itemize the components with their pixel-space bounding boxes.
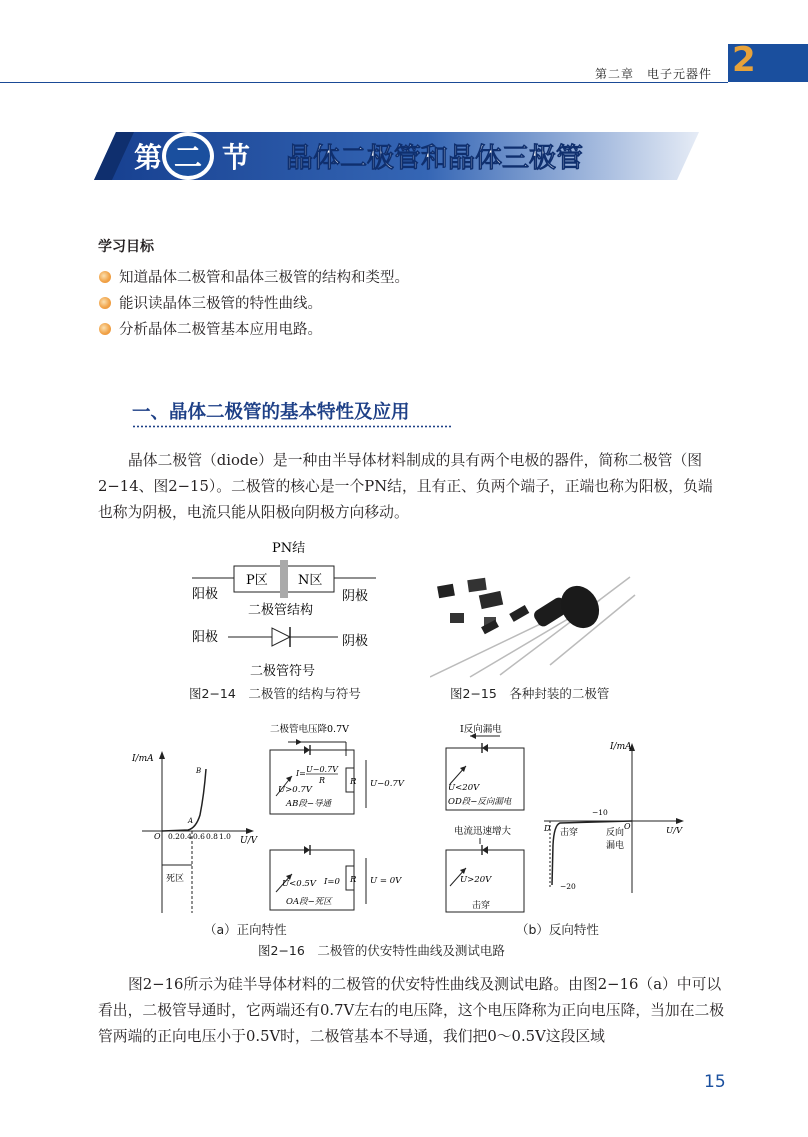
svg-text:I=0: I=0 [324,877,340,887]
svg-text:−10: −10 [592,808,608,817]
svg-text:OA段−死区: OA段−死区 [286,897,332,907]
bullet-icon [99,297,111,309]
bullet-icon [99,323,111,335]
figure-2-14 [186,538,386,698]
svg-text:U>20V: U>20V [460,875,492,885]
dead-zone-label: 死区 [166,874,185,884]
svg-text:U<20V: U<20V [448,783,480,793]
svg-text:U/V: U/V [666,826,683,836]
goals-title: 学习目标 [98,239,154,255]
x-axis-label: U/V [240,836,258,846]
test-circuit-reverse-leak [440,720,540,830]
symbol-label: 二极管符号 [250,664,316,679]
bullet-icon [99,271,111,283]
banner-number: 二 [174,141,203,174]
test-circuit-breakdown [440,822,540,914]
svg-text:击穿: 击穿 [560,828,579,838]
test-circuit-dead-zone [262,840,442,914]
figure-2-15-caption: 图2−15 各种封装的二极管 [450,686,610,701]
point-b-label: B [196,767,202,775]
svg-text:U = 0V: U = 0V [370,876,402,886]
goal-item: 能识读晶体三极管的特性曲线。 [99,292,322,313]
svg-text:I=: I= [296,769,306,778]
banner-title: 晶体二极管和晶体三极管 [286,143,583,174]
svg-text:击穿: 击穿 [472,901,491,911]
svg-text:U−0.7V: U−0.7V [370,779,404,789]
svg-text:U<0.5V: U<0.5V [282,879,316,889]
svg-text:漏电: 漏电 [606,841,625,851]
tick-label: 0.4 [180,832,192,841]
point-a-label: A [188,817,194,825]
anode-label-2: 阳极 [192,630,219,645]
y-axis-label: I/mA [132,754,154,764]
svg-text:R: R [350,875,357,885]
chapter-number: 2 [732,40,756,80]
svg-text:U−0.7V: U−0.7V [306,765,338,774]
anode-label: 阳极 [192,587,219,602]
svg-text:I/mA: I/mA [610,742,632,752]
figure-2-16-caption: 图2−16 二极管的伏安特性曲线及测试电路 [258,943,505,958]
n-region-label: N区 [298,573,323,588]
tick-label: 1.0 [219,832,231,841]
svg-text:I反向漏电: I反向漏电 [460,724,502,735]
goal-item: 分析晶体二极管基本应用电路。 [99,318,322,339]
page-number: 15 [704,1072,726,1092]
svg-text:AB段−导通: AB段−导通 [286,799,332,809]
cathode-label-2: 阴极 [342,634,369,649]
cathode-label: 阴极 [342,589,369,604]
tick-label: 0.8 [206,832,218,841]
svg-text:D: D [544,824,551,833]
diodes-photo [430,565,640,680]
svg-text:二极管电压降0.7V: 二极管电压降0.7V [270,724,349,735]
section-title: 一、晶体二极管的基本特性及应用 [132,402,410,423]
section-banner [94,132,699,180]
pn-junction-label: PN结 [272,541,306,556]
svg-text:U>0.7V: U>0.7V [278,785,312,795]
structure-label: 二极管结构 [248,603,314,618]
paragraph-body: 图2−16所示为硅半导体材料的二极管的伏安特性曲线及测试电路。由图2−16（a）中可以看出，二极管导通时，它两端还有0.7V左右的电压降，这个电压降称为正向电压降，当加在二极管两端的正向电压小于0.5V时，二极管基本不导通，我们把0～0.5V这段区域 [98,976,725,1045]
svg-text:反向: 反向 [606,828,625,838]
figure-2-14-caption: 图2−14 二极管的结构与符号 [189,686,361,701]
figure-2-16a-caption: （a）正向特性 [204,922,287,937]
dotted-rule [132,425,452,428]
forward-curve [162,769,206,831]
svg-text:−20: −20 [560,882,576,891]
test-circuit-conduction [262,720,442,830]
tick-label: 0.2 [168,832,180,841]
paragraph-intro: 晶体二极管（diode）是一种由半导体材料制成的具有两个电极的器件，简称二极管（图2−14、图2−15）。二极管的核心是一个PN结，且有正、负两个端子，正端也称为阳极，负端也称为阴极，电流只能从阳极向阴极方向移动。 [98,452,713,521]
goal-item: 知道晶体二极管和晶体三极管的结构和类型。 [99,266,409,287]
figure-2-16b-caption: （b）反向特性 [516,922,599,937]
svg-text:OD段−反向漏电: OD段−反向漏电 [448,797,512,807]
banner-suffix: 节 [222,141,251,174]
svg-text:O: O [624,822,631,831]
tick-label: 0.6 [193,832,205,841]
origin-label: O [154,832,161,841]
reverse-characteristic-chart [540,735,690,895]
svg-text:电流迅速增大: 电流迅速增大 [454,826,512,837]
running-header: 第二章 电子元器件 [594,67,712,81]
svg-text:R: R [350,777,357,787]
forward-characteristic-chart [128,745,258,915]
svg-text:R: R [319,776,326,785]
header-rule [0,82,728,83]
p-region-label: P区 [246,573,268,588]
banner-prefix: 第 [134,141,163,174]
